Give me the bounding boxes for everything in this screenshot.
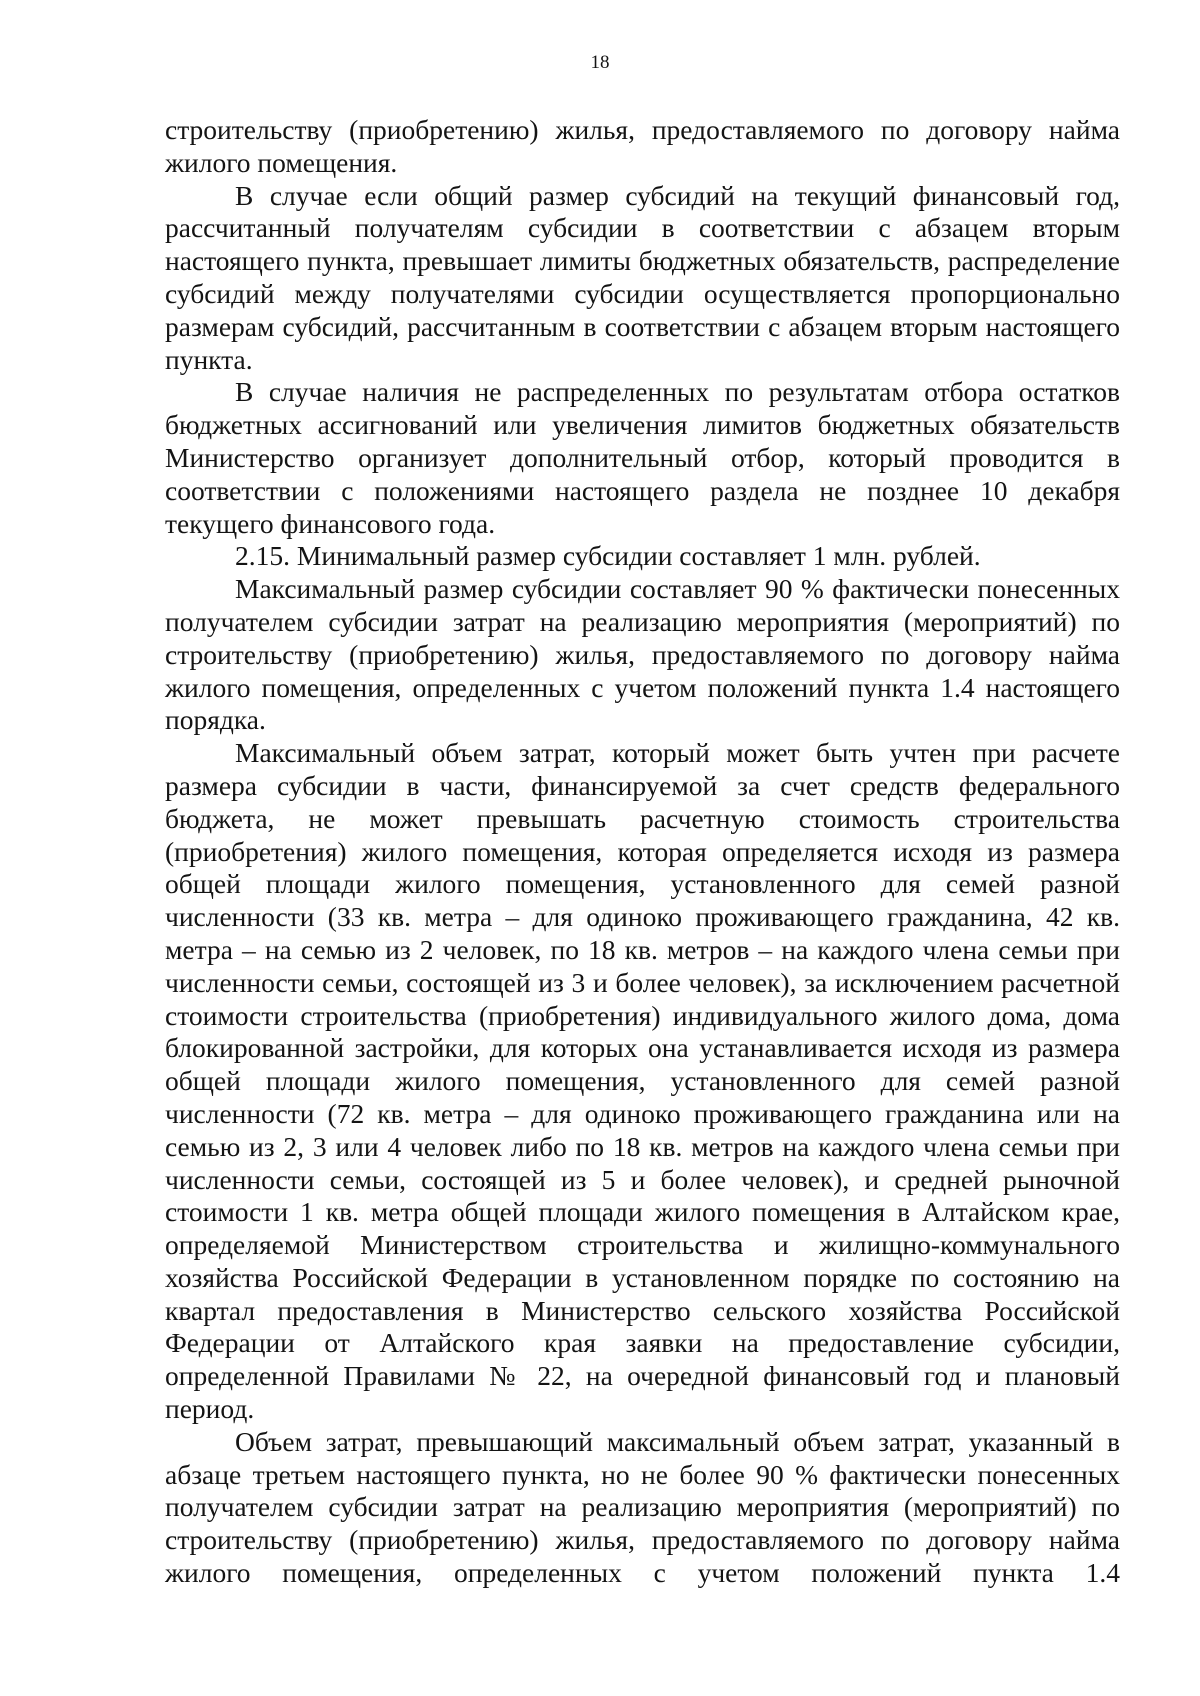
paragraph-maximum-costs: Максимальный объем затрат, который может быть учтен при расчете размера субсидии в части, финансируемой за счет средств федерального бюджета, не может превышать расчетную стоимость строительства (приобретения) жилого помещения, которая определяется исходя из размера общей площади жилого помещения, установленного для семей разной численности (33 кв. метра – для одиноко проживающего гражданина, 42 кв. метра – на семью из 2 человек, по 18 кв. метров – на каждого члена семьи при численности семьи, состоящей из 3 и более человек), за исключением расчетной стоимости строительства (приобретения) индивидуального жилого дома, дома блокированной застройки, для которых она устанавливается исходя из размера общей площади жилого помещения, установленного для семей разной численности (72 кв. метра – для одиноко проживающего гражданина или на семью из 2, 3 или 4 человек либо по 18 кв. метров на каждого члена семьи при численности семьи, состоящей из 5 и более человек), и средней рыночной стоимости 1 кв. метра общей площади жилого помещения в Алтайском крае, определяемой Министерством строительства и жилищно-коммунального хозяйства Российской Федерации в установленном порядке по состоянию на квартал предоставления в Министерство сельского хозяйства Российской Федерации от Алтайского края заявки на предоставление субсидии, определенной Правилами № 22, на очередной финансовый год и плановый период. [165, 737, 1120, 1425]
paragraph-maximum-subsidy: Максимальный размер субсидии составляет 90 % фактически понесенных получателем субсидии затрат на реализацию мероприятия (мероприятий) по строительству (приобретению) жилья, предоставляемого по договору найма жилого помещения, определенных с учетом положений пункта 1.4 настоящего порядка. [165, 573, 1120, 736]
document-body [165, 114, 1120, 1590]
paragraph-subsidy-distribution: В случае если общий размер субсидий на текущий финансовый год, рассчитанный получателям субсидии в соответствии с абзацем вторым настоящего пункта, превышает лимиты бюджетных обязательств, распределение субсидий между получателями субсидии осуществляется пропорционально размерам субсидий, рассчитанным в соответствии с абзацем вторым настоящего пункта. [165, 179, 1120, 375]
page-number: 18 [590, 52, 610, 73]
paragraph-continuation: строительству (приобретению) жилья, предоставляемого по договору найма жилого помещения. [165, 114, 1120, 178]
paragraph-excess-costs: Объем затрат, превышающий максимальный объем затрат, указанный в абзаце третьем настоящего пункта, но не более 90 % фактически понесенных получателем субсидии затрат на реализацию мероприятия (мероприятий) по строительству (приобретению) жилья, предоставляемого по договору найма жилого помещения, определенных с учетом положений пункта 1.4 [165, 1425, 1120, 1589]
paragraph-additional-selection: В случае наличия не распределенных по результатам отбора остатков бюджетных ассигнований или увеличения лимитов бюджетных обязательств Министерство организует дополнительный отбор, который проводится в соответствии с положениями настоящего раздела не позднее 10 декабря текущего финансового года. [165, 376, 1120, 539]
paragraph-2-15-minimum-subsidy: 2.15. Минимальный размер субсидии составляет 1 млн. рублей. [235, 540, 981, 572]
